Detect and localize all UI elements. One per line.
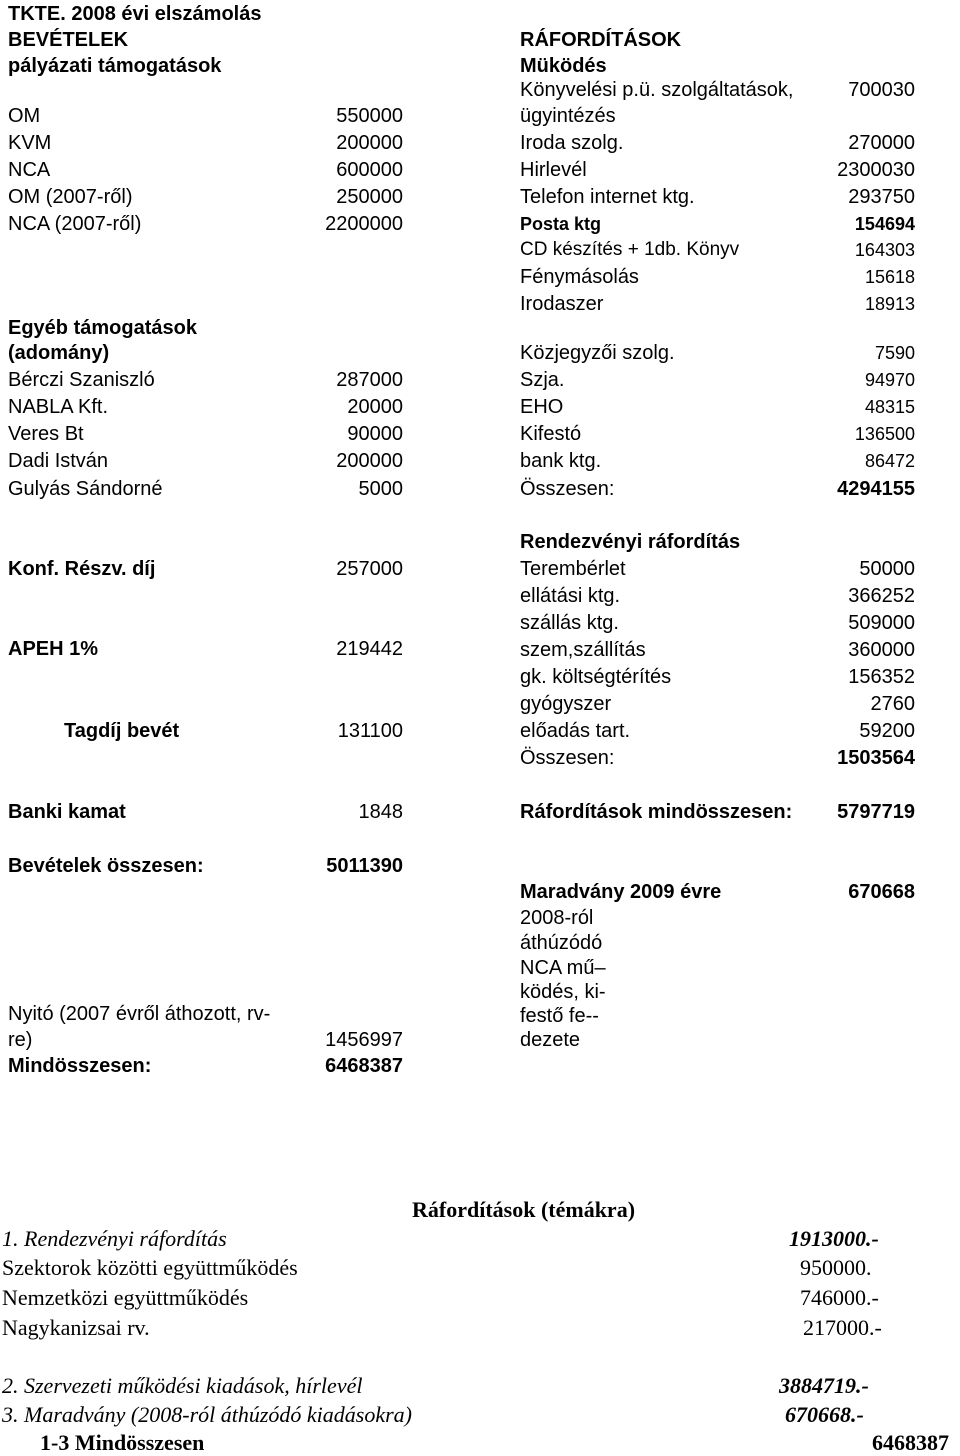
topic-sub-label: Nemzetközi együttműködés xyxy=(2,1285,249,1310)
residual-note: 2008-ról xyxy=(520,907,594,929)
income-heading: BEVÉTELEK xyxy=(8,29,129,51)
expense-label: Fénymásolás xyxy=(520,266,639,288)
event-value: 156352 xyxy=(848,666,915,688)
donation-label: Bérczi Szaniszló xyxy=(8,369,155,391)
expense-label: Posta ktg xyxy=(520,214,602,234)
grant-value: 600000 xyxy=(336,159,403,181)
event-value: 366252 xyxy=(848,585,915,607)
expense-label: Szja. xyxy=(520,369,565,391)
expense-value: 86472 xyxy=(864,451,915,471)
event-label: gyógyszer xyxy=(520,693,612,715)
residual-label: Maradvány 2009 évre xyxy=(520,881,722,903)
donation-value: 200000 xyxy=(336,450,403,472)
event-label: ellátási ktg. xyxy=(520,585,621,607)
residual-note: áthúzódó xyxy=(520,932,603,954)
grant-value: 550000 xyxy=(336,105,403,127)
grand-total-label: Mindösszesen: xyxy=(8,1055,152,1077)
donations-heading-sub: (adomány) xyxy=(8,342,110,364)
expense-label: Könyvelési p.ü. szolgáltatások, xyxy=(520,79,794,101)
expense-total-value: 5797719 xyxy=(837,801,915,823)
membership-fee-label: Tagdíj bevét xyxy=(64,720,180,742)
topic-sub-label: Nagykanizsai rv. xyxy=(2,1315,150,1340)
grant-label: OM (2007-ről) xyxy=(8,186,133,208)
conf-fee-label: Konf. Részv. díj xyxy=(8,558,156,580)
expense-value: 164303 xyxy=(854,240,915,260)
topic-sub-value: 746000.- xyxy=(800,1285,879,1310)
topic-label: 1. Rendezvényi ráfordítás xyxy=(2,1226,227,1251)
donation-label: Dadi István xyxy=(8,450,109,472)
expense-value: 293750 xyxy=(848,186,915,208)
grand-total-value: 6468387 xyxy=(325,1055,403,1077)
event-label: előadás tart. xyxy=(520,720,631,742)
expense-label: Telefon internet ktg. xyxy=(520,186,695,208)
expense-value: 18913 xyxy=(864,294,915,314)
opening-balance-label-cont: re) xyxy=(8,1029,33,1051)
donation-label: NABLA Kft. xyxy=(8,396,109,418)
expense-value: 700030 xyxy=(848,79,915,101)
expense-value: 270000 xyxy=(848,132,915,154)
grant-label: NCA xyxy=(8,159,51,181)
event-value: 50000 xyxy=(859,558,915,580)
membership-fee-value: 131100 xyxy=(337,720,403,742)
conf-fee-value: 257000 xyxy=(336,558,403,580)
donation-value: 90000 xyxy=(347,423,403,445)
expense-label: EHO xyxy=(520,396,564,418)
document-title: TKTE. 2008 évi elszámolás xyxy=(8,3,262,25)
income-total-label: Bevételek összesen: xyxy=(8,855,204,877)
event-label: Terembérlet xyxy=(520,558,626,580)
grant-label: NCA (2007-ről) xyxy=(8,213,142,235)
event-total-label: Összesen: xyxy=(520,747,615,769)
opening-balance-value: 1456997 xyxy=(325,1029,403,1051)
donation-value: 5000 xyxy=(358,478,403,500)
expense-label: CD készítés + 1db. Könyv xyxy=(520,239,740,260)
event-value: 360000 xyxy=(848,639,915,661)
grant-value: 200000 xyxy=(336,132,403,154)
topic-label: 2. Szervezeti működési kiadások, hírlevél xyxy=(2,1373,363,1398)
event-label: szállás ktg. xyxy=(520,612,619,634)
expense-value: 136500 xyxy=(854,424,915,444)
operation-heading: Müködés xyxy=(520,55,607,77)
donation-label: Gulyás Sándorné xyxy=(8,478,163,500)
expense-label: Közjegyzői szolg. xyxy=(520,342,675,364)
residual-note: dezete xyxy=(520,1029,581,1051)
operation-total-label: Összesen: xyxy=(520,478,615,500)
expense-value: 94970 xyxy=(864,370,915,390)
income-total-value: 5011390 xyxy=(326,855,403,877)
expense-value: 15618 xyxy=(864,267,915,287)
residual-value: 670668 xyxy=(848,881,915,903)
event-value: 509000 xyxy=(848,612,915,634)
grant-label: KVM xyxy=(8,132,52,154)
expense-label: Iroda szolg. xyxy=(520,132,624,154)
expense-value: 7590 xyxy=(874,343,915,363)
grants-heading: pályázati támogatások xyxy=(8,55,222,77)
operation-total-value: 4294155 xyxy=(837,478,915,500)
bank-interest-value: 1848 xyxy=(358,801,403,823)
event-value: 2760 xyxy=(870,693,915,715)
topic-sub-value: 217000.- xyxy=(803,1315,882,1340)
expense-label: Hirlevél xyxy=(520,159,587,181)
grant-value: 2200000 xyxy=(325,213,403,235)
donation-value: 20000 xyxy=(347,396,403,418)
grant-value: 250000 xyxy=(336,186,403,208)
expense-value: 154694 xyxy=(854,214,915,234)
topics-total-label: 1-3 Mindösszesen xyxy=(40,1430,205,1455)
expense-label: Kifestó xyxy=(520,423,582,445)
topic-label: 3. Maradvány (2008-ról áthúzódó kiadásokra) xyxy=(2,1402,413,1427)
event-heading: Rendezvényi ráfordítás xyxy=(520,531,741,553)
expense-value: 2300030 xyxy=(837,159,915,181)
donations-heading: Egyéb támogatások xyxy=(8,317,197,339)
residual-note: ködés, ki- xyxy=(520,981,606,1003)
donation-label: Veres Bt xyxy=(8,423,84,445)
expense-label: bank ktg. xyxy=(520,450,602,472)
expense-label: Irodaszer xyxy=(520,293,604,315)
topic-sub-value: 950000. xyxy=(800,1255,872,1280)
bank-interest-label: Banki kamat xyxy=(8,801,126,823)
topics-heading: Ráfordítások (témákra) xyxy=(412,1197,636,1222)
donation-value: 287000 xyxy=(336,369,403,391)
event-label: gk. költségtérítés xyxy=(520,666,672,688)
topic-value: 670668.- xyxy=(785,1402,864,1427)
topic-value: 1913000.- xyxy=(789,1226,879,1251)
opening-balance-label: Nyitó (2007 évről áthozott, rv- xyxy=(8,1003,271,1025)
expense-label-cont: ügyintézés xyxy=(520,105,616,127)
apeh-label: APEH 1% xyxy=(8,638,99,660)
topic-value: 3884719.- xyxy=(779,1373,869,1398)
event-total-value: 1503564 xyxy=(837,747,915,769)
topic-sub-label: Szektorok közötti együttműködés xyxy=(2,1255,298,1280)
topics-total-value: 6468387 xyxy=(872,1430,949,1455)
expense-total-label: Ráfordítások mindösszesen: xyxy=(520,801,793,823)
residual-note: festő fe-- xyxy=(520,1005,599,1027)
event-label: szem,szállítás xyxy=(520,639,646,661)
residual-note: NCA mű– xyxy=(520,957,606,979)
expense-value: 48315 xyxy=(864,397,915,417)
expense-heading: RÁFORDÍTÁSOK xyxy=(520,29,682,51)
apeh-value: 219442 xyxy=(336,638,403,660)
event-value: 59200 xyxy=(859,720,915,742)
grant-label: OM xyxy=(8,105,41,127)
